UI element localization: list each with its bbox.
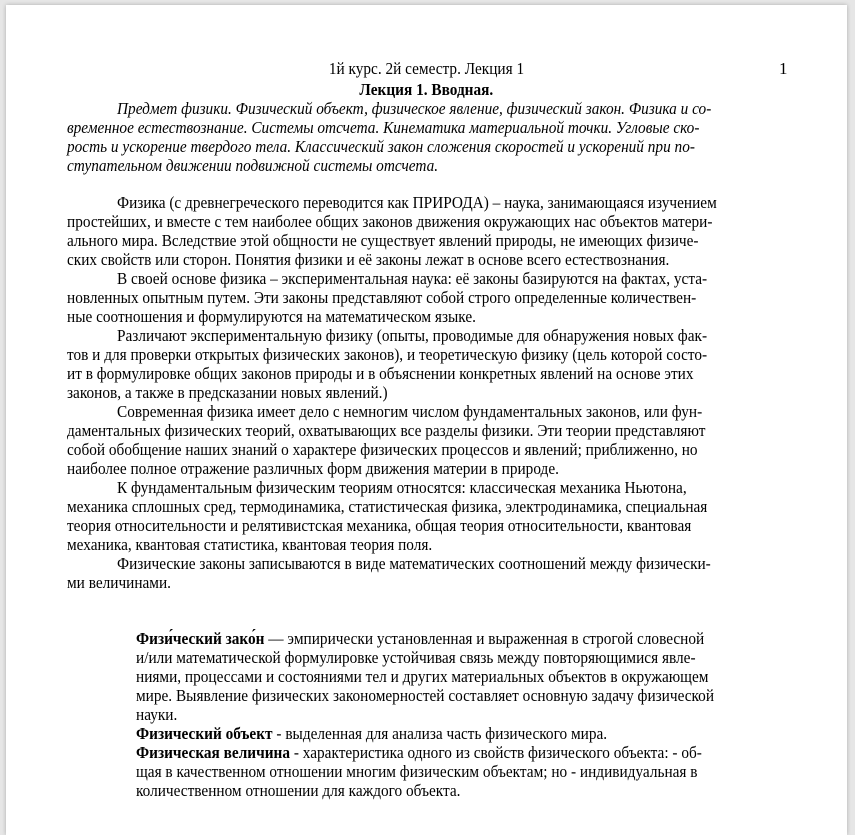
definition-line: количественном отношении для каждого объекта. <box>136 781 461 800</box>
paragraph-line: ные соотношения и формулируются на математическом языке. <box>67 307 476 326</box>
paragraph-line: механика сплошных сред, термодинамика, статистическая физика, электродинамика, специальная <box>67 497 708 516</box>
definition-separator: - <box>272 724 286 743</box>
paragraph-line: тов и для проверки открытых физических законов), и теоретическую физику (цель которой состо- <box>67 345 708 364</box>
definition-line: науки. <box>136 705 178 724</box>
paragraph-line: простейших, и вместе с тем наиболее общих законов движения окружающих нас объектов матери- <box>67 212 713 231</box>
paragraph-line: законов, а также в предсказании новых явлений.) <box>67 383 388 402</box>
paragraph-line: теория относительности и релятивистская механика, общая теория относительности, квантовая <box>67 516 692 535</box>
definition-separator: - <box>290 743 303 762</box>
definition-term: Физическая величина <box>136 743 291 762</box>
paragraph-line: Физические законы записываются в виде математических соотношений между физически- <box>117 554 711 573</box>
paragraph-line: собой обобщение наших знаний о характере физических процессов и явлений; приближенно, но <box>67 440 698 459</box>
page-number: 1 <box>779 59 788 78</box>
running-header-text: 1й курс. 2й семестр. Лекция 1 <box>328 59 525 78</box>
abstract-line: временное естествознание. Системы отсчета. Кинематика материальной точки. Угловые ско- <box>67 118 700 137</box>
document-page <box>6 5 847 835</box>
paragraph-line: механика, квантовая статистика, квантовая теория поля. <box>67 535 433 554</box>
paragraph-line: В своей основе физика – экспериментальная наука: её законы базируются на фактах, уста- <box>117 269 708 288</box>
paragraph-line: Различают экспериментальную физику (опыты, проводимые для обнаружения новых фак- <box>117 326 708 345</box>
paragraph-line: ских свойств или сторон. Понятия физики и её законы лежат в основе всего естествознания. <box>67 250 670 269</box>
abstract-line: ступательном движении подвижной системы отсчета. <box>67 156 439 175</box>
definition-separator: — <box>264 629 288 648</box>
paragraph-line: даментальных физических теорий, охватывающих все разделы физики. Эти теории представляют <box>67 421 706 440</box>
paragraph-line: наиболее полное отражение различных форм движения материи в природе. <box>67 459 559 478</box>
definition-physical-law <box>136 629 704 648</box>
paragraph-line: Современная физика имеет дело с немногим числом фундаментальных законов, или фун- <box>117 402 703 421</box>
definition-term: Физи́ческий зако́н <box>136 629 265 648</box>
paragraph-line: ми величинами. <box>67 573 172 592</box>
lecture-title <box>6 80 847 99</box>
paragraph-line: К фундаментальным физическим теориям относятся: классическая механика Ньютона, <box>117 478 687 497</box>
abstract-line: рость и ускорение твердого тела. Классический закон сложения скоростей и ускорений при по- <box>67 137 695 156</box>
abstract-line: Предмет физики. Физический объект, физическое явление, физический закон. Физика и со- <box>117 99 712 118</box>
definition-line: мире. Выявление физических закономерностей составляет основную задачу физической <box>136 686 715 705</box>
paragraph-line: ального мира. Вследствие этой общности не существует явлений природы, не имеющих физиче- <box>67 231 699 250</box>
definition-text: выделенная для анализа часть физического мира. <box>285 724 608 743</box>
paragraph-line: ит в формулировке общих законов природы и в объяснении конкретных явлений на основе этих <box>67 364 694 383</box>
lecture-title-text: Лекция 1. Вводная. <box>359 80 494 99</box>
definition-line: щая в качественном отношении многим физическим объектам; но - индивидуальная в <box>136 762 698 781</box>
definition-physical-object <box>136 724 607 743</box>
definition-text: характеристика одного из свойств физического объекта: - об- <box>302 743 702 762</box>
running-header <box>6 59 847 78</box>
definition-line: и/или математической формулировке устойчивая связь между повторяющимися явле- <box>136 648 696 667</box>
paragraph-line: Физика (с древнегреческого переводится как ПРИРОДА) – наука, занимающаяся изучением <box>117 193 717 212</box>
definition-physical-quantity <box>136 743 702 762</box>
definition-text: эмпирически установленная и выраженная в строгой словесной <box>287 629 705 648</box>
paragraph-line: новленных опытным путем. Эти законы представляют собой строго определенные количествен- <box>67 288 697 307</box>
definition-term: Физический объект <box>136 724 273 743</box>
definition-line: ниями, процессами и состояниями тел и других материальных объектов в окружающем <box>136 667 709 686</box>
